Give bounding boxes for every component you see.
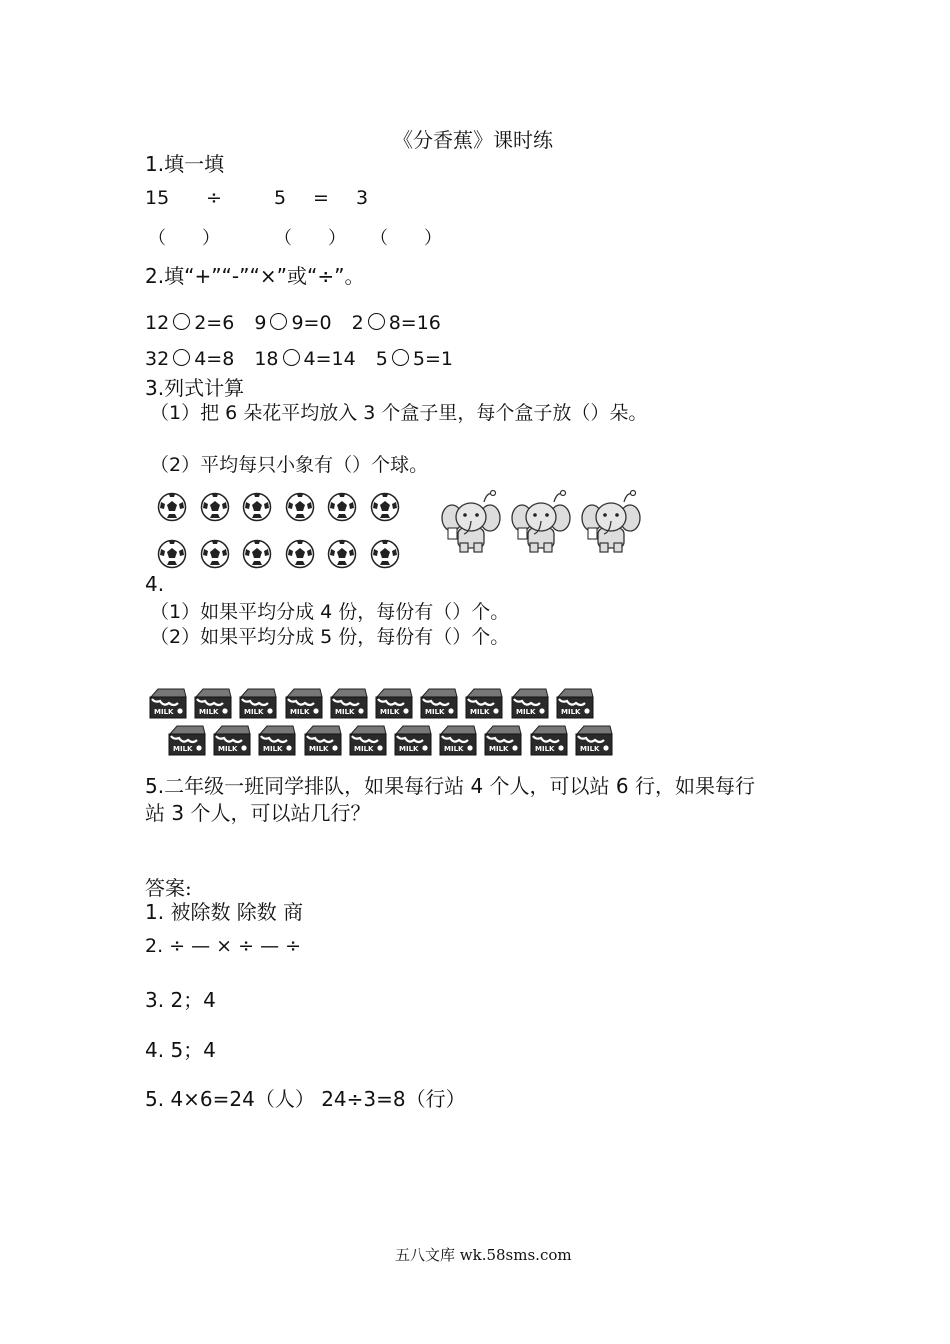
page-title: 《分香蕉》课时练 xyxy=(393,128,553,152)
q1-divisor: 5 xyxy=(274,187,287,209)
q2-r2-b2: 4=14 xyxy=(303,348,356,370)
svg-text:MILK: MILK xyxy=(334,708,355,716)
svg-text:MILK: MILK xyxy=(560,708,581,716)
answer-4: 4. 5；4 xyxy=(145,1038,216,1062)
svg-text:MILK: MILK xyxy=(579,745,600,753)
milk-carton-icon xyxy=(284,687,324,720)
milk-carton-icon xyxy=(555,687,595,720)
q2-r1-a2: 9 xyxy=(254,312,267,334)
soccer-ball-icon xyxy=(200,492,230,522)
svg-text:MILK: MILK xyxy=(263,745,283,753)
footer-watermark: 五八文库 wk.58sms.com xyxy=(395,1246,572,1264)
milk-carton-icon xyxy=(393,724,433,757)
soccer-ball-icon xyxy=(327,539,357,569)
q3-label: 3.列式计算 xyxy=(145,376,245,400)
answers-label: 答案: xyxy=(145,876,192,900)
q1-quotient: 3 xyxy=(356,187,369,209)
soccer-ball-icon xyxy=(370,492,400,522)
answer-5: 5. 4×6=24（人） 24÷3=8（行） xyxy=(145,1087,466,1111)
answer-circle[interactable] xyxy=(283,349,300,366)
elephant-icon xyxy=(440,488,502,554)
q4-part-2: （2）如果平均分成 5 份，每份有（）个。 xyxy=(150,626,510,648)
milk-carton-icon xyxy=(257,724,297,757)
svg-text:MILK: MILK xyxy=(470,708,490,716)
answer-circle[interactable] xyxy=(173,349,190,366)
elephant-icon xyxy=(580,488,642,554)
soccer-ball-icon xyxy=(285,539,315,569)
q2-r2-a2: 18 xyxy=(254,348,279,370)
svg-text:MILK: MILK xyxy=(534,745,555,753)
q1-equals: = xyxy=(313,187,329,209)
q2-r1-a1: 12 xyxy=(145,312,170,334)
answer-circle[interactable] xyxy=(368,313,385,330)
soccer-ball-icon xyxy=(242,539,272,569)
milk-carton-icon xyxy=(574,724,614,757)
q2-r1-b3: 8=16 xyxy=(388,312,441,334)
q2-r2-a3: 5 xyxy=(375,348,388,370)
q4-label: 4. xyxy=(145,572,165,596)
milk-carton-icon xyxy=(374,687,414,720)
svg-text:MILK: MILK xyxy=(353,745,374,753)
answer-circle[interactable] xyxy=(270,313,287,330)
q3-part-2: （2）平均每只小象有（）个球。 xyxy=(150,454,429,476)
svg-text:MILK: MILK xyxy=(425,708,445,716)
answer-circle[interactable] xyxy=(173,313,190,330)
svg-text:MILK: MILK xyxy=(244,708,264,716)
q1-label: 1.填一填 xyxy=(145,152,225,176)
q1-blank-quotient: （ ） xyxy=(370,228,442,249)
q1-divide-sign: ÷ xyxy=(206,187,222,209)
q2-r1-a3: 2 xyxy=(351,312,364,334)
milk-carton-icon xyxy=(529,724,569,757)
soccer-ball-icon xyxy=(370,539,400,569)
svg-text:MILK: MILK xyxy=(218,745,238,753)
answer-1: 1. 被除数 除数 商 xyxy=(145,900,304,924)
milk-carton-icon xyxy=(329,687,369,720)
q2-r1-b1: 2=6 xyxy=(194,312,235,334)
q2-row-1 xyxy=(145,312,441,334)
milk-carton-icon xyxy=(167,724,207,757)
svg-text:MILK: MILK xyxy=(444,745,464,753)
milk-carton-icon xyxy=(303,724,343,757)
svg-text:MILK: MILK xyxy=(380,708,400,716)
answer-circle[interactable] xyxy=(392,349,409,366)
svg-text:MILK: MILK xyxy=(399,745,419,753)
milk-carton-icon xyxy=(510,687,550,720)
milk-carton-icon xyxy=(348,724,388,757)
milk-carton-icon xyxy=(464,687,504,720)
q2-row-2 xyxy=(145,348,453,370)
q2-r1-b2: 9=0 xyxy=(291,312,332,334)
soccer-ball-icon xyxy=(157,539,187,569)
q1-blank-dividend: （ ） xyxy=(148,228,220,249)
soccer-ball-icon xyxy=(242,492,272,522)
q4-part-1: （1）如果平均分成 4 份，每份有（）个。 xyxy=(150,601,510,623)
milk-carton-icon xyxy=(238,687,278,720)
soccer-ball-icon xyxy=(157,492,187,522)
soccer-ball-icon xyxy=(200,539,230,569)
svg-text:MILK: MILK xyxy=(199,708,219,716)
svg-text:MILK: MILK xyxy=(489,745,509,753)
q1-dividend: 15 xyxy=(145,187,170,209)
milk-carton-icon xyxy=(212,724,252,757)
q5-line-1: 5.二年级一班同学排队，如果每行站 4 个人，可以站 6 行，如果每行 xyxy=(145,774,755,798)
q3-part-1: （1）把 6 朵花平均放入 3 个盒子里，每个盒子放（）朵。 xyxy=(150,402,648,424)
svg-text:MILK: MILK xyxy=(154,708,174,716)
svg-text:MILK: MILK xyxy=(173,745,193,753)
q2-label: 2.填“+”“-”“×”或“÷”。 xyxy=(145,264,365,288)
svg-text:MILK: MILK xyxy=(289,708,310,716)
milk-carton-icon xyxy=(483,724,523,757)
q2-r2-a1: 32 xyxy=(145,348,170,370)
milk-carton-icon xyxy=(193,687,233,720)
answer-2: 2. ÷ — × ÷ — ÷ xyxy=(145,935,302,957)
soccer-ball-icon xyxy=(327,492,357,522)
milk-carton-icon xyxy=(438,724,478,757)
soccer-ball-icon xyxy=(285,492,315,522)
elephant-icon xyxy=(510,488,572,554)
milk-carton-icon xyxy=(419,687,459,720)
milk-carton-icon xyxy=(148,687,188,720)
q2-r2-b1: 4=8 xyxy=(194,348,235,370)
svg-text:MILK: MILK xyxy=(308,745,329,753)
svg-text:MILK: MILK xyxy=(515,708,536,716)
answer-3: 3. 2；4 xyxy=(145,988,216,1012)
q5-line-2: 站 3 个人，可以站几行？ xyxy=(145,801,371,825)
q2-r2-b3: 5=1 xyxy=(412,348,453,370)
q1-blank-divisor: （ ） xyxy=(274,228,346,249)
